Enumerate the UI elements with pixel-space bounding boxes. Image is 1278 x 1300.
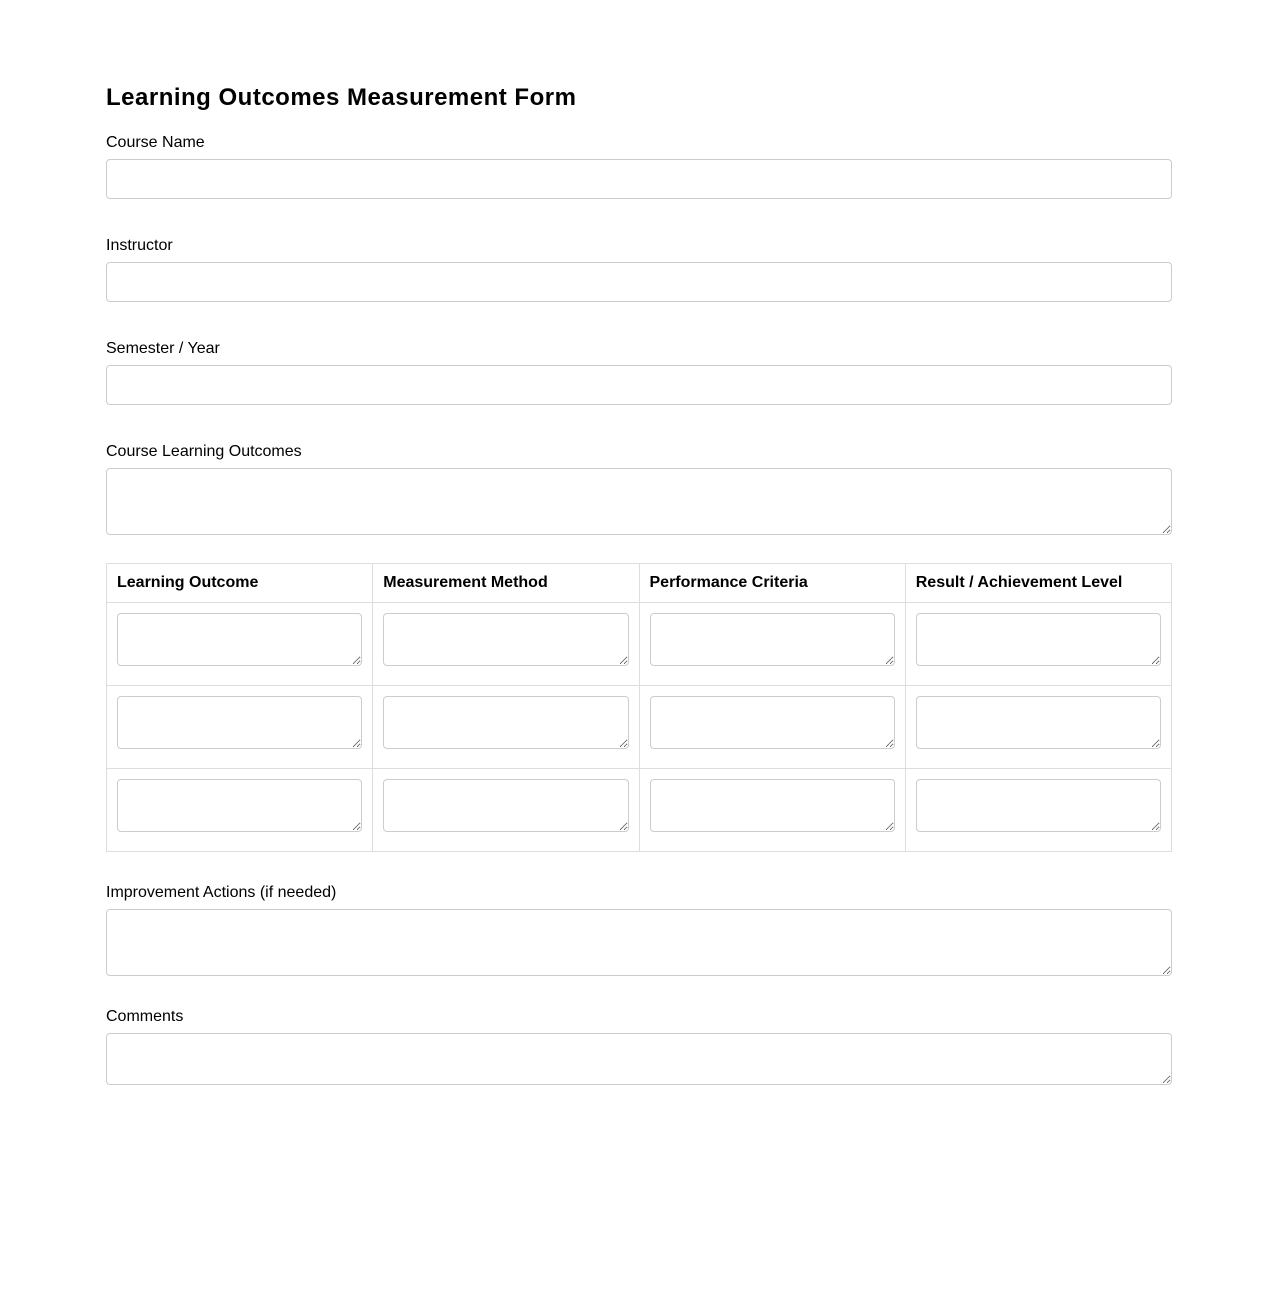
improvement-actions-textarea[interactable] — [106, 909, 1172, 976]
table-cell — [639, 603, 905, 686]
table-row — [107, 769, 1172, 852]
result-achievement-textarea[interactable] — [916, 779, 1161, 832]
course-learning-outcomes-textarea[interactable] — [106, 468, 1172, 535]
table-cell — [373, 769, 639, 852]
page-title: Learning Outcomes Measurement Form — [106, 84, 577, 111]
table-cell — [905, 686, 1171, 769]
table-cell — [905, 603, 1171, 686]
semester-year-group — [106, 340, 1172, 405]
result-achievement-textarea[interactable] — [916, 613, 1161, 666]
table-row — [107, 603, 1172, 686]
performance-criteria-textarea[interactable] — [650, 613, 895, 666]
result-achievement-textarea[interactable] — [916, 696, 1161, 749]
course-learning-outcomes-group — [106, 443, 1172, 535]
measurement-method-textarea[interactable] — [383, 779, 628, 832]
table-row — [107, 686, 1172, 769]
course-learning-outcomes-label: Course Learning Outcomes — [106, 443, 302, 460]
learning-outcome-textarea[interactable] — [117, 613, 362, 666]
table-cell — [107, 603, 373, 686]
outcomes-table — [106, 563, 1172, 852]
table-cell — [639, 769, 905, 852]
learning-outcome-textarea[interactable] — [117, 696, 362, 749]
course-name-input[interactable] — [106, 159, 1172, 199]
improvement-actions-label: Improvement Actions (if needed) — [106, 884, 337, 901]
table-cell — [373, 603, 639, 686]
comments-label: Comments — [106, 1008, 184, 1025]
instructor-group — [106, 237, 1172, 302]
table-cell — [639, 686, 905, 769]
table-cell — [107, 769, 373, 852]
header-result-achievement-level: Result / Achievement Level — [905, 564, 1171, 603]
measurement-method-textarea[interactable] — [383, 696, 628, 749]
instructor-label: Instructor — [106, 237, 173, 254]
semester-year-label: Semester / Year — [106, 340, 220, 357]
table-cell — [107, 686, 373, 769]
table-cell — [373, 686, 639, 769]
header-measurement-method: Measurement Method — [373, 564, 639, 603]
improvement-actions-group — [106, 884, 1172, 976]
learning-outcome-textarea[interactable] — [117, 779, 362, 832]
performance-criteria-textarea[interactable] — [650, 696, 895, 749]
measurement-method-textarea[interactable] — [383, 613, 628, 666]
performance-criteria-textarea[interactable] — [650, 779, 895, 832]
course-name-label: Course Name — [106, 134, 205, 151]
header-learning-outcome: Learning Outcome — [107, 564, 373, 603]
comments-group — [106, 1008, 1172, 1085]
table-cell — [905, 769, 1171, 852]
instructor-input[interactable] — [106, 262, 1172, 302]
comments-textarea[interactable] — [106, 1033, 1172, 1085]
header-performance-criteria: Performance Criteria — [639, 564, 905, 603]
table-header-row — [107, 564, 1172, 603]
course-name-group — [106, 134, 1172, 199]
semester-year-input[interactable] — [106, 365, 1172, 405]
form-container — [106, 84, 1172, 1085]
